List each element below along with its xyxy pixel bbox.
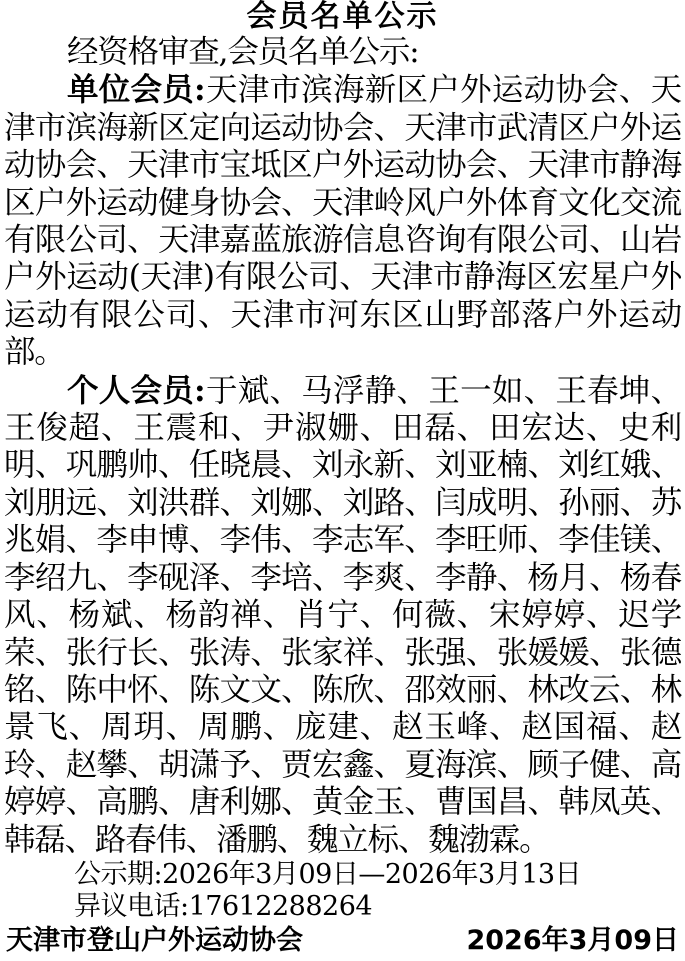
issue-date: 2026年3月09日: [466, 924, 679, 956]
individual-members-paragraph: [4, 372, 681, 859]
notice-footer: [4, 923, 681, 961]
individual-members-list: 于斌、马浮静、王一如、王春坤、王俊超、王震和、尹淑姗、田磊、田宏达、史利明、巩鹏帅、任晓晨、刘永新、刘亚楠、刘红娥、刘朋远、刘洪群、刘娜、刘路、闫成明、孙丽、苏兆娟、李申博、李伟、李志军、李旺师、李佳镁、李绍九、李砚泽、李培、李爽、李静、杨月、杨春风、杨斌、杨韵禅、肖宁、何薇、宋婷婷、迟学荣、张行长、张涛、张家祥、张强、张媛媛、张德铭、陈中怀、陈文文、陈欣、邵效丽、林改云、林景飞、周玥、周鹏、庞建、赵玉峰、赵国福、赵玲、赵攀、胡潇予、贾宏鑫、夏海滨、顾子健、高婷婷、高鹏、唐利娜、黄金玉、曹国昌、韩凤英、韩磊、路春伟、潘鹏、魏立标、魏渤霖。: [4, 372, 681, 858]
intro-line: 经资格审查,会员名单公示:: [67, 34, 419, 70]
notice-period: 公示期:2026年3月09日—2026年3月13日: [74, 858, 582, 890]
individual-members-label: 个人会员:: [67, 371, 205, 409]
notice-title: 会员名单公示: [246, 0, 439, 34]
unit-members-paragraph: [4, 71, 681, 371]
unit-members-label: 单位会员:: [67, 71, 205, 109]
objection-phone: 异议电话:17612288264: [74, 890, 373, 922]
unit-members-list: 天津市滨海新区户外运动协会、天津市滨海新区定向运动协会、天津市武清区户外运动协会、天津市宝坻区户外运动协会、天津市静海区户外运动健身协会、天津岭风户外体育文化交流有限公司、天津嘉蓝旅游信息咨询有限公司、山岩户外运动(天津)有限公司、天津市静海区宏星户外运动有限公司、天津市河东区山野部落户外运动部。: [4, 72, 681, 371]
issuer-name: 天津市登山户外运动协会: [6, 924, 303, 956]
